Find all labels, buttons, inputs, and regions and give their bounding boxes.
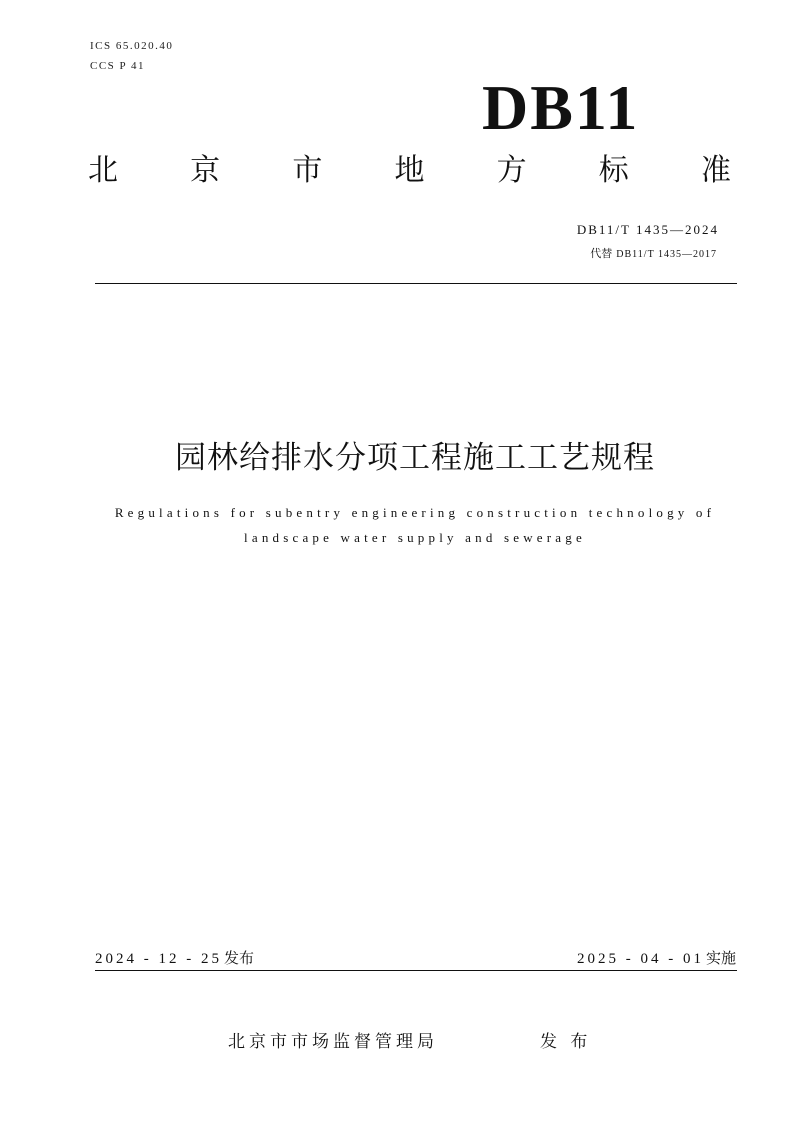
standard-type-char: 地 (394, 153, 425, 188)
implement-label: 实施 (705, 949, 736, 967)
title-english-line2: landscape water supply and sewerage (244, 530, 586, 545)
standard-type-char: 市 (292, 153, 323, 188)
standard-type-char: 京 (190, 153, 221, 188)
ics-code: ICS 65.020.40 (90, 40, 174, 52)
header-divider (95, 283, 737, 284)
standard-type-char: 北 (88, 153, 118, 188)
standard-type-char: 准 (700, 153, 731, 188)
replaces-number: DB11/T 1435—2017 (616, 249, 717, 260)
implement-date-line (577, 947, 736, 968)
footer-divider (95, 970, 737, 971)
publish-label: 发布 (224, 949, 255, 967)
standard-number: DB11/T 1435—2024 (576, 222, 719, 237)
standard-type-char: 方 (496, 153, 527, 188)
implement-date: 2025 - 04 - 01 (576, 951, 704, 967)
ccs-code: CCS P 41 (90, 60, 146, 72)
standard-type (88, 153, 731, 188)
replaces-label: 代替 (590, 247, 613, 260)
standard-type-char: 标 (598, 153, 629, 188)
title-chinese: 园林给排水分项工程施工工艺规程 (175, 440, 655, 476)
publish-date-line (95, 947, 254, 968)
issue-label: 发 布 (540, 1032, 592, 1052)
issuer: 北京市市场监督管理局 (228, 1032, 438, 1052)
title-english-line1: Regulations for subentry engineering construction technology of (114, 505, 716, 520)
db11-logo: DB11 (482, 72, 640, 143)
publish-date: 2024 - 12 - 25 (95, 951, 222, 967)
title-english (40, 500, 790, 550)
replaces-line (590, 245, 717, 261)
